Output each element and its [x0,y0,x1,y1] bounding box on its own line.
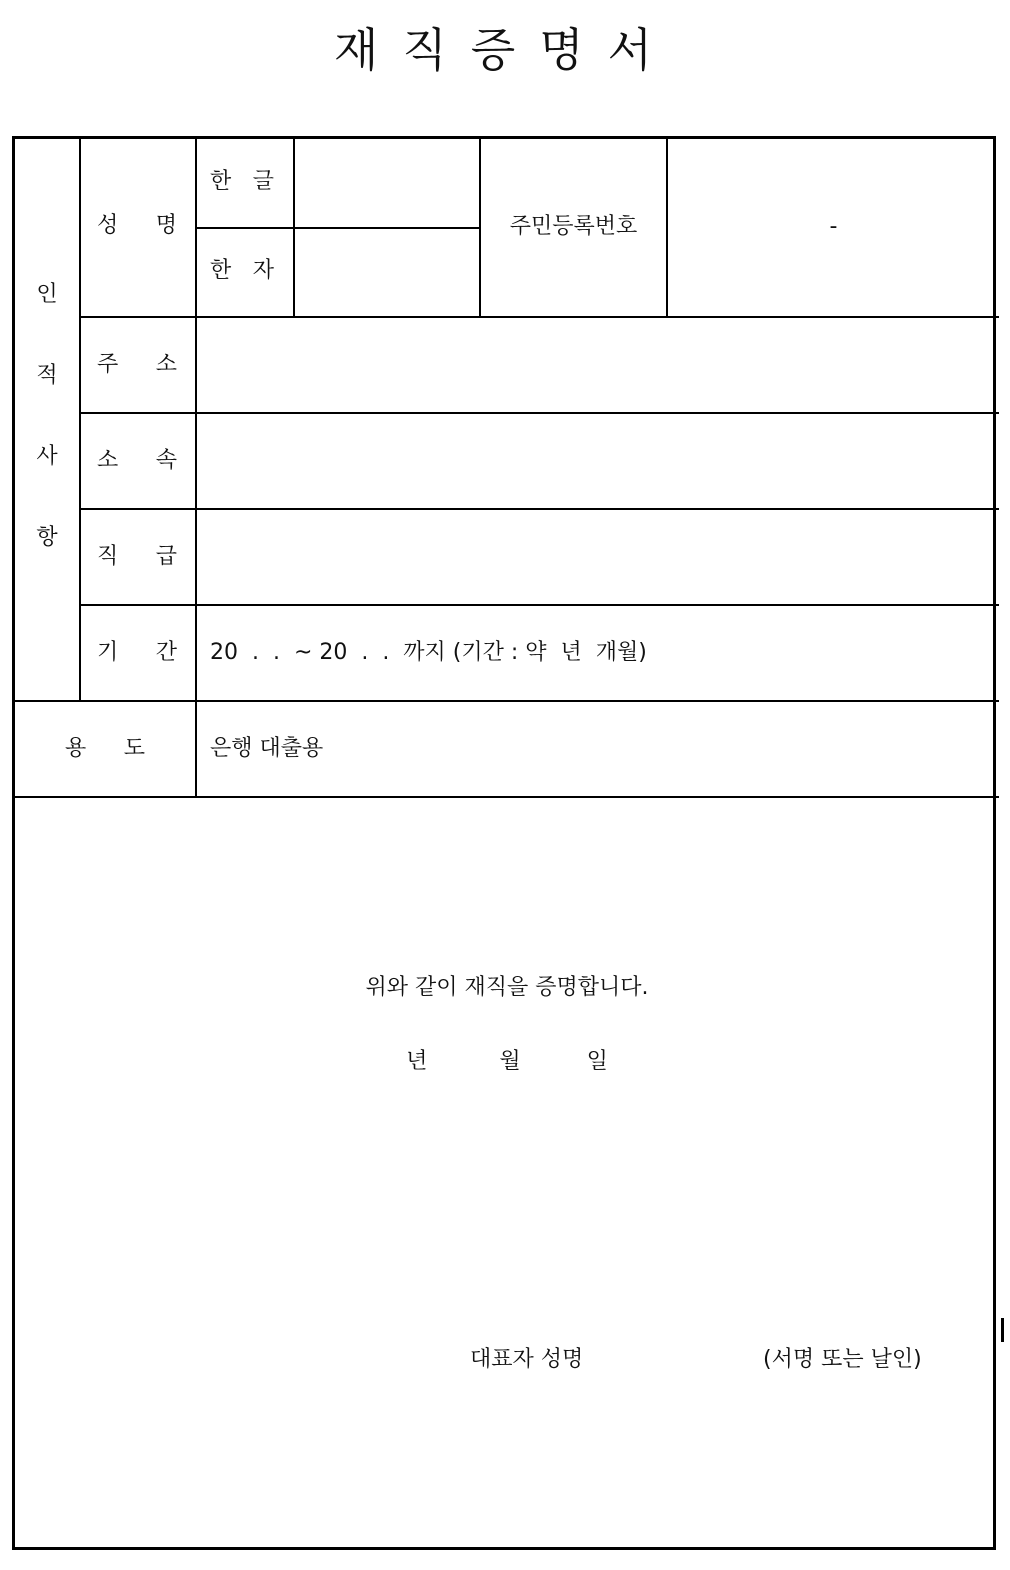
period-label: 기 간 [97,640,177,665]
period-field[interactable]: 20 . . ~ 20 . . 까지 (기간 : 약 년 개월) [210,640,647,665]
name-label: 성 명 [97,213,177,238]
section-char: 항 [36,525,58,550]
hanja-label: 한 자 [210,258,274,283]
hangul-label: 한 글 [210,169,274,194]
resident-number-label: 주민등록번호 [509,214,638,239]
resident-number-field[interactable]: - [829,214,838,239]
purpose-field[interactable]: 은행 대출용 [210,736,324,761]
row-divider-rank [80,604,999,606]
section-char: 적 [36,363,58,388]
hangul-hanja-divider [195,227,479,229]
rank-label: 직 급 [97,544,177,569]
col-divider-label [195,139,197,798]
certification-statement: 위와 같이 재직을 증명합니다. [365,975,649,1000]
row-divider-address [80,412,999,414]
document-title: 재직증명서 [333,23,677,77]
row-divider-department [80,508,999,510]
purpose-label: 용 도 [65,736,145,761]
address-label: 주 소 [97,352,177,377]
date-month[interactable]: 월 [499,1049,521,1074]
col-divider-name-sub [293,139,295,318]
margin-mark [1001,1318,1004,1342]
section-char: 인 [36,282,58,307]
personal-info-section-label [15,279,79,549]
issue-date [15,1051,999,1073]
representative-name-label: 대표자 성명 [470,1347,584,1372]
row-divider-period [15,700,999,702]
signature-seal-area[interactable]: (서명 또는 날인) [763,1347,922,1372]
col-divider-section [79,139,81,702]
department-label: 소 속 [97,448,177,473]
row-divider-name [80,316,999,318]
certificate-form [12,136,996,1550]
row-divider-purpose [15,796,999,798]
section-char: 사 [36,444,58,469]
date-day[interactable]: 일 [586,1049,608,1074]
date-year[interactable]: 년 [406,1049,428,1074]
